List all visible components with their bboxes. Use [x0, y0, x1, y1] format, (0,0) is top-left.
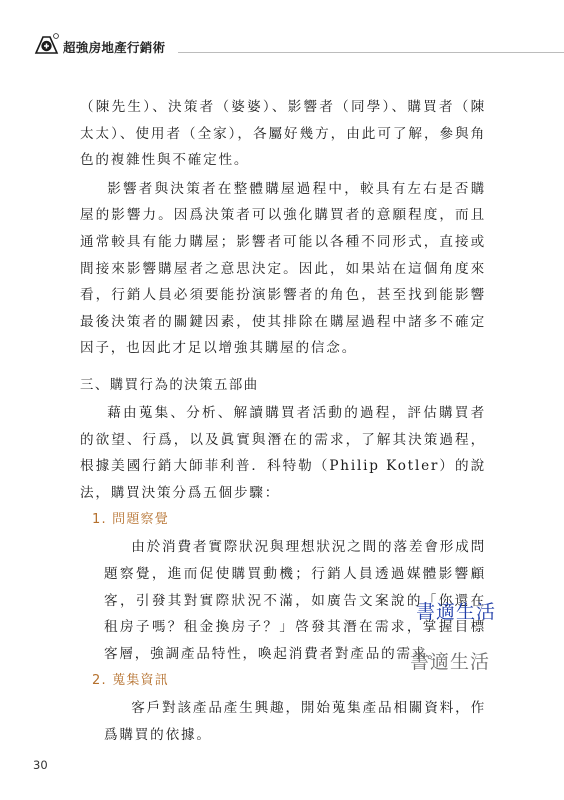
- step-heading: 2. 蒐集資訊: [92, 673, 169, 689]
- header-rule: [178, 52, 564, 53]
- step-heading: 1. 問題察覺: [92, 512, 169, 528]
- paragraph: 藉由蒐集、分析、解讀購買者活動的過程，評估購買者的欲望、行爲，以及眞實與潛在的需求，了解其決策過程，根據美國行銷大師菲利普．科特勒（Philip Kotler）的說法，購買決策分爲五個步驟：: [80, 404, 486, 501]
- step-paragraph: 由於消費者實際狀況與理想狀況之間的落差會形成問題察覺，進而促使購買動機；行銷人員透過媒體影響顧客，引發其對實際狀況不滿，如廣告文案說的「你還在租房子嗎？租金換房子？」啓發其潛在需求，掌握目標客層，強調產品特性，喚起消費者對產品的需求。: [104, 539, 486, 662]
- paragraph: （陳先生）、決策者（婆婆）、影響者（同學）、購買者（陳太太）、使用者（全家），各屬好幾方，由此可了解，參與角色的複雜性與不確定性。: [80, 99, 486, 169]
- book-title: 超強房地產行銷術: [63, 40, 166, 55]
- watermark-stamp: 書適生活: [410, 651, 491, 673]
- page-header: [0, 0, 564, 60]
- step-paragraph: 客戶對該產品產生興趣，開始蒐集產品相關資料，作爲購買的依據。: [104, 700, 486, 743]
- paragraph: 影響者與決策者在整體購屋過程中，較具有左右是否購屋的影響力。因爲決策者可以強化購買者的意願程度，而且通常較具有能力購屋；影響者可能以各種不同形式，直接或間接來影響購屋者之意思決定。因此，如果站在這個角度來看，行銷人員必須要能扮演影響者的角色，甚至找到能影響最後決策者的關鍵因素，使其排除在購屋過程中諸多不確定因子，也因此才足以增強其購屋的信念。: [80, 180, 486, 357]
- publisher-logo-icon: [34, 32, 60, 56]
- page-number: 30: [33, 758, 48, 772]
- watermark-stamp: 書適生活: [416, 601, 497, 623]
- section-heading: 三、購買行為的決策五部曲: [80, 377, 259, 393]
